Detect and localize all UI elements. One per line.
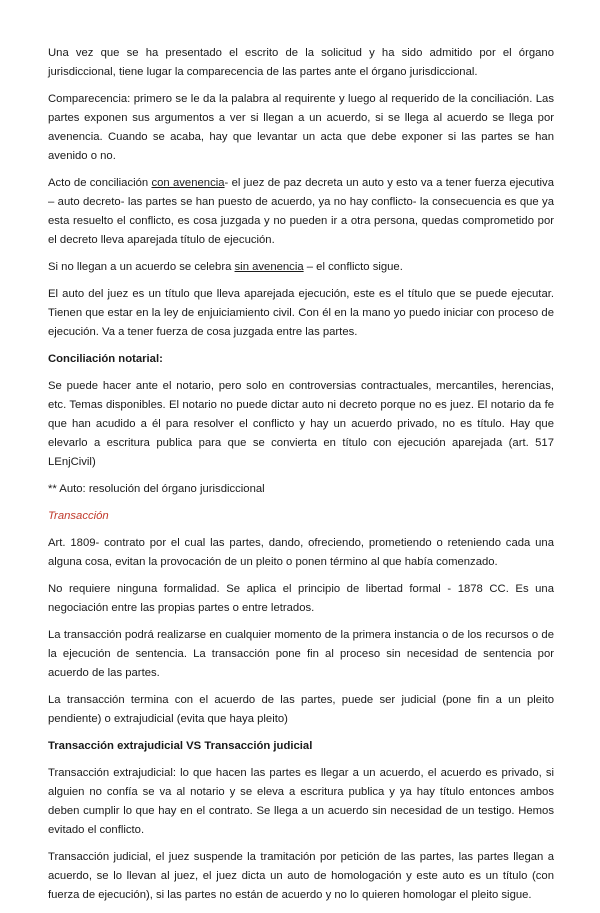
heading-transaccion: Transacción bbox=[48, 510, 109, 522]
acto-text-after: - el juez de paz decreta un auto y esto va a tener fuerza ejecutiva – auto decreto- las partes se han puesto de acuerdo, ya no hay conflicto- la consecuencia es que ya esta resuelto el conflicto, es cosa juzgada y no pueden ir a otra persona, quedas comprometido por el decreto lleva aparejada título de ejecución. bbox=[48, 177, 554, 246]
document-page bbox=[48, 44, 554, 913]
paragraph-notario: Se puede hacer ante el notario, pero solo en controversias contractuales, mercantiles, herencias, etc. Temas disponibles. El notario no puede dictar auto ni decreto porque no es juez. El notario da fe que han acudido a él para resolver el conflicto y hay un acuerdo privado, no es título. Hay que elevarlo a escritura publica para que se convierta en título con ejecución aparejada (art. 517 LEnjCivil) bbox=[48, 380, 554, 468]
paragraph-sin-avenencia bbox=[48, 258, 554, 277]
paragraph-art-1809: Art. 1809- contrato por el cual las partes, dando, ofreciendo, prometiendo o reteniendo cada una alguna cosa, evitan la provocación de un pleito o ponen término al que había comenzado. bbox=[48, 537, 554, 568]
paragraph-momento: La transacción podrá realizarse en cualquier momento de la primera instancia o de los recursos o de la ejecución de sentencia. La transacción pone fin al proceso sin necesidad de sentencia por acuerdo de las partes. bbox=[48, 629, 554, 679]
con-avenencia-underlined: con avenencia bbox=[151, 177, 225, 189]
heading-extrajudicial-vs-judicial: Transacción extrajudicial VS Transacción judicial bbox=[48, 740, 313, 752]
paragraph-termina: La transacción termina con el acuerdo de las partes, puede ser judicial (pone fin a un pleito pendiente) o extrajudicial (evita que haya pleito) bbox=[48, 694, 554, 725]
paragraph-auto-juez: El auto del juez es un título que lleva aparejada ejecución, este es el título que se puede ejecutar. Tienen que estar en la ley de enjuiciamiento civil. Con él en la mano yo puedo iniciar con proceso de ejecución. Va a tener fuerza de cosa juzgada entre las partes. bbox=[48, 288, 554, 338]
paragraph-comparecencia: Comparecencia: primero se le da la palabra al requirente y luego al requerido de la conciliación. Las partes exponen sus argumentos a ver si llegan a un acuerdo, si se llega al acuerdo se llega por avenencia. Cuando se acaba, hay que levantar un acta que debe exponer si las partes se han avenido o no. bbox=[48, 93, 554, 162]
sin-text-after: – el conflicto sigue. bbox=[303, 261, 403, 273]
paragraph-solicitud: Una vez que se ha presentado el escrito de la solicitud y ha sido admitido por el órgano jurisdiccional, tiene lugar la comparecencia de las partes ante el órgano jurisdiccional. bbox=[48, 47, 554, 78]
sin-text-before: Si no llegan a un acuerdo se celebra bbox=[48, 261, 235, 273]
paragraph-extrajudicial: Transacción extrajudicial: lo que hacen las partes es llegar a un acuerdo, el acuerdo es privado, si alguien no confía se va al notario y se eleva a escritura publica y ya hay título entonces ambos deben cumplir lo que hay en el contrato. Se llega a un acuerdo sin necesidad de un testigo. Hemos evitado el conflicto. bbox=[48, 767, 554, 836]
paragraph-auto-nota: ** Auto: resolución del órgano jurisdiccional bbox=[48, 483, 265, 495]
acto-text-before: Acto de conciliación bbox=[48, 177, 152, 189]
heading-conciliacion-notarial: Conciliación notarial: bbox=[48, 353, 163, 365]
paragraph-formalidad: No requiere ninguna formalidad. Se aplica el principio de libertad formal - 1878 CC. Es una negociación entre las propias partes o entre letrados. bbox=[48, 583, 554, 614]
paragraph-judicial: Transacción judicial, el juez suspende la tramitación por petición de las partes, las partes llegan a acuerdo, se lo llevan al juez, el juez dicta un auto de homologación y este auto es un título (con fuerza de ejecución), si las partes no están de acuerdo y no lo quieren homologar el pleito sigue. bbox=[48, 851, 554, 901]
paragraph-acto-conciliacion bbox=[48, 174, 554, 250]
sin-avenencia-underlined: sin avenencia bbox=[234, 261, 304, 273]
